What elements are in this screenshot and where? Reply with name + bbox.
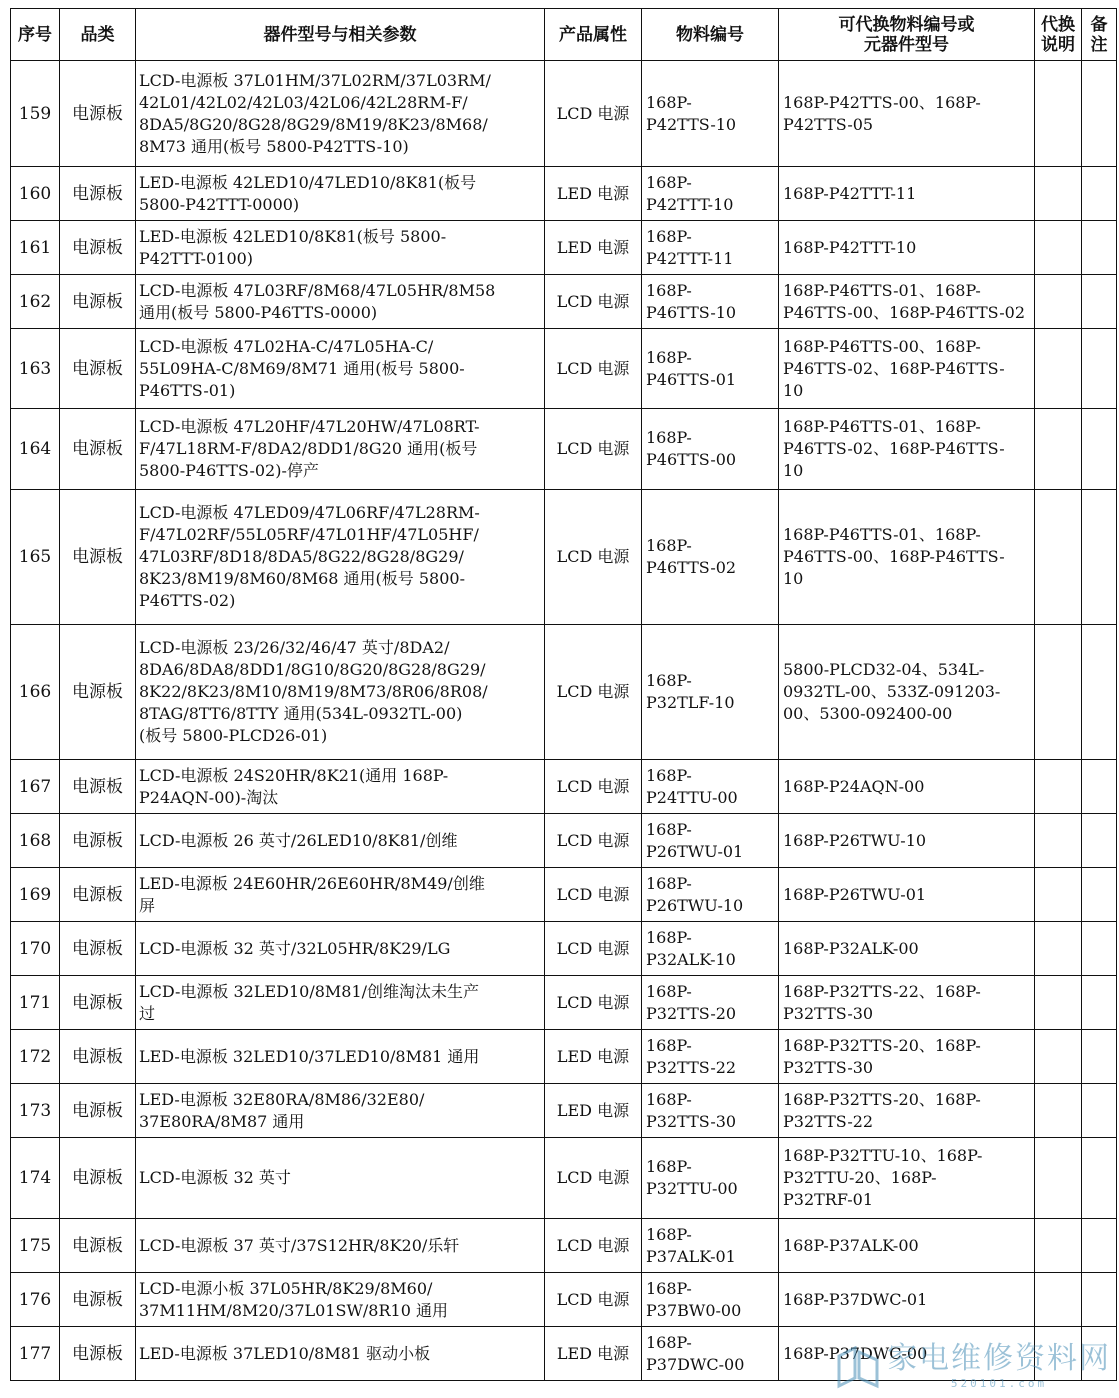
row-attr: LED 电源 <box>545 1327 642 1381</box>
row-attr: LED 电源 <box>545 221 642 275</box>
row-number: 163 <box>11 329 60 409</box>
row-spec: LCD-电源板 47L03RF/8M68/47L05HR/8M58 通用(板号 5800-P46TTS-0000) <box>136 275 545 329</box>
row-remark <box>1082 167 1117 221</box>
table-row <box>11 976 1117 1030</box>
row-material: 168P- P37DWC-00 <box>642 1327 779 1381</box>
watermark-url: 520101.com <box>950 1377 1048 1390</box>
row-alt: 168P-P32TTU-10、168P- P32TTU-20、168P- P32TRF-01 <box>779 1138 1035 1219</box>
row-replace-note <box>1035 814 1082 868</box>
row-number: 168 <box>11 814 60 868</box>
row-spec: LCD-电源板 24S20HR/8K21(通用 168P- P24AQN-00)-淘汰 <box>136 760 545 814</box>
watermark-icon <box>835 1346 881 1390</box>
table-row <box>11 1084 1117 1138</box>
row-replace-note <box>1035 625 1082 760</box>
row-replace-note <box>1035 760 1082 814</box>
row-replace-note <box>1035 1219 1082 1273</box>
row-material: 168P- P32TTS-22 <box>642 1030 779 1084</box>
row-alt: 168P-P24AQN-00 <box>779 760 1035 814</box>
row-alt: 168P-P32TTS-20、168P- P32TTS-22 <box>779 1084 1035 1138</box>
row-attr: LCD 电源 <box>545 1273 642 1327</box>
row-spec: LCD-电源板 32 英寸 <box>136 1138 545 1219</box>
row-spec: LCD-电源板 37L01HM/37L02RM/37L03RM/ 42L01/42L02/42L03/42L06/42L28RM-F/ 8DA5/8G20/8G28/8G29/8M19/8K23/8M68/ 8M73 通用(板号 5800-P42TTS-10) <box>136 61 545 167</box>
row-replace-note <box>1035 329 1082 409</box>
header-category: 品类 <box>60 9 136 61</box>
header-material: 物料编号 <box>642 9 779 61</box>
row-material: 168P- P37ALK-01 <box>642 1219 779 1273</box>
row-remark <box>1082 275 1117 329</box>
table-row <box>11 275 1117 329</box>
header-remark: 备 注 <box>1082 9 1117 61</box>
row-number: 162 <box>11 275 60 329</box>
row-replace-note <box>1035 1030 1082 1084</box>
row-category: 电源板 <box>60 221 136 275</box>
table-row <box>11 1273 1117 1327</box>
row-number: 170 <box>11 922 60 976</box>
row-material: 168P- P42TTT-10 <box>642 167 779 221</box>
row-spec: LED-电源板 37LED10/8M81 驱动小板 <box>136 1327 545 1381</box>
row-attr: LCD 电源 <box>545 1219 642 1273</box>
row-replace-note <box>1035 1138 1082 1219</box>
row-remark <box>1082 409 1117 490</box>
row-attr: LCD 电源 <box>545 868 642 922</box>
row-replace-note <box>1035 275 1082 329</box>
table-row <box>11 167 1117 221</box>
row-alt: 168P-P37ALK-00 <box>779 1219 1035 1273</box>
row-category: 电源板 <box>60 922 136 976</box>
row-material: 168P- P46TTS-02 <box>642 490 779 625</box>
row-category: 电源板 <box>60 625 136 760</box>
row-category: 电源板 <box>60 1219 136 1273</box>
row-attr: LED 电源 <box>545 167 642 221</box>
row-remark <box>1082 1084 1117 1138</box>
row-spec: LED-电源板 32LED10/37LED10/8M81 通用 <box>136 1030 545 1084</box>
row-alt: 168P-P32ALK-00 <box>779 922 1035 976</box>
row-attr: LCD 电源 <box>545 760 642 814</box>
row-spec: LED-电源板 32E80RA/8M86/32E80/ 37E80RA/8M87 通用 <box>136 1084 545 1138</box>
row-material: 168P- P46TTS-10 <box>642 275 779 329</box>
row-attr: LCD 电源 <box>545 275 642 329</box>
row-alt: 168P-P32TTS-22、168P- P32TTS-30 <box>779 976 1035 1030</box>
row-alt: 168P-P32TTS-20、168P- P32TTS-30 <box>779 1030 1035 1084</box>
row-replace-note <box>1035 490 1082 625</box>
row-attr: LCD 电源 <box>545 814 642 868</box>
table-row <box>11 221 1117 275</box>
row-category: 电源板 <box>60 490 136 625</box>
table-row <box>11 760 1117 814</box>
row-remark <box>1082 61 1117 167</box>
header-no: 序号 <box>11 9 60 61</box>
row-number: 172 <box>11 1030 60 1084</box>
row-material: 168P- P32ALK-10 <box>642 922 779 976</box>
row-category: 电源板 <box>60 275 136 329</box>
table-row <box>11 1030 1117 1084</box>
row-alt: 168P-P42TTT-11 <box>779 167 1035 221</box>
row-alt: 5800-PLCD32-04、534L- 0932TL-00、533Z-091203- 00、5300-092400-00 <box>779 625 1035 760</box>
row-replace-note <box>1035 868 1082 922</box>
table-row <box>11 814 1117 868</box>
table-row <box>11 329 1117 409</box>
document-page <box>10 8 1116 1381</box>
row-material: 168P- P37BW0-00 <box>642 1273 779 1327</box>
row-replace-note <box>1035 409 1082 490</box>
watermark-text: 家电维修资料网 <box>887 1341 1111 1376</box>
row-remark <box>1082 221 1117 275</box>
table-row <box>11 1138 1117 1219</box>
row-alt: 168P-P46TTS-01、168P- P46TTS-00、168P-P46TTS- 10 <box>779 490 1035 625</box>
row-spec: LCD-电源板 32 英寸/32L05HR/8K29/LG <box>136 922 545 976</box>
row-category: 电源板 <box>60 1030 136 1084</box>
row-number: 171 <box>11 976 60 1030</box>
row-category: 电源板 <box>60 1327 136 1381</box>
row-alt: 168P-P26TWU-01 <box>779 868 1035 922</box>
row-remark <box>1082 868 1117 922</box>
row-remark <box>1082 625 1117 760</box>
row-replace-note <box>1035 976 1082 1030</box>
row-remark <box>1082 1138 1117 1219</box>
row-category: 电源板 <box>60 760 136 814</box>
row-spec: LED-电源板 24E60HR/26E60HR/8M49/创维 屏 <box>136 868 545 922</box>
row-category: 电源板 <box>60 868 136 922</box>
row-material: 168P- P26TWU-10 <box>642 868 779 922</box>
row-number: 159 <box>11 61 60 167</box>
row-remark <box>1082 1030 1117 1084</box>
row-number: 177 <box>11 1327 60 1381</box>
row-number: 165 <box>11 490 60 625</box>
row-spec: LCD-电源小板 37L05HR/8K29/8M60/ 37M11HM/8M20/37L01SW/8R10 通用 <box>136 1273 545 1327</box>
table-row <box>11 1219 1117 1273</box>
row-spec: LCD-电源板 47L02HA-C/47L05HA-C/ 55L09HA-C/8M69/8M71 通用(板号 5800- P46TTS-01) <box>136 329 545 409</box>
row-category: 电源板 <box>60 1084 136 1138</box>
table-row <box>11 868 1117 922</box>
header-replace-note: 代换 说明 <box>1035 9 1082 61</box>
row-replace-note <box>1035 167 1082 221</box>
row-alt: 168P-P46TTS-01、168P- P46TTS-02、168P-P46TTS- 10 <box>779 409 1035 490</box>
row-material: 168P- P26TWU-01 <box>642 814 779 868</box>
row-replace-note <box>1035 922 1082 976</box>
row-alt: 168P-P42TTT-10 <box>779 221 1035 275</box>
row-alt: 168P-P26TWU-10 <box>779 814 1035 868</box>
row-number: 160 <box>11 167 60 221</box>
table-row <box>11 625 1117 760</box>
row-material: 168P- P42TTS-10 <box>642 61 779 167</box>
row-replace-note <box>1035 1084 1082 1138</box>
table-row <box>11 922 1117 976</box>
row-spec: LCD-电源板 26 英寸/26LED10/8K81/创维 <box>136 814 545 868</box>
row-remark <box>1082 976 1117 1030</box>
row-remark <box>1082 814 1117 868</box>
row-attr: LCD 电源 <box>545 625 642 760</box>
row-material: 168P- P32TTS-20 <box>642 976 779 1030</box>
table-body <box>11 61 1117 1381</box>
row-spec: LCD-电源板 32LED10/8M81/创维淘汰未生产 过 <box>136 976 545 1030</box>
row-replace-note <box>1035 1273 1082 1327</box>
table-row <box>11 61 1117 167</box>
row-remark <box>1082 490 1117 625</box>
row-category: 电源板 <box>60 814 136 868</box>
row-remark <box>1082 1219 1117 1273</box>
row-number: 176 <box>11 1273 60 1327</box>
header-alt: 可代换物料编号或 元器件型号 <box>779 9 1035 61</box>
row-category: 电源板 <box>60 976 136 1030</box>
row-attr: LED 电源 <box>545 1030 642 1084</box>
row-attr: LCD 电源 <box>545 976 642 1030</box>
row-spec: LCD-电源板 47LED09/47L06RF/47L28RM- F/47L02RF/55L05RF/47L01HF/47L05HF/ 47L03RF/8D18/8DA5/8G22/8G28/8G29/ 8K23/8M19/8M60/8M68 通用(板号 5800- P46TTS-02) <box>136 490 545 625</box>
header-attr: 产品属性 <box>545 9 642 61</box>
row-material: 168P- P32TLF-10 <box>642 625 779 760</box>
row-number: 166 <box>11 625 60 760</box>
row-material: 168P- P32TTS-30 <box>642 1084 779 1138</box>
row-number: 164 <box>11 409 60 490</box>
row-number: 167 <box>11 760 60 814</box>
row-alt: 168P-P46TTS-01、168P- P46TTS-00、168P-P46TTS-02 <box>779 275 1035 329</box>
row-material: 168P- P46TTS-01 <box>642 329 779 409</box>
table-row <box>11 409 1117 490</box>
row-category: 电源板 <box>60 409 136 490</box>
header-spec: 器件型号与相关参数 <box>136 9 545 61</box>
table-row <box>11 490 1117 625</box>
row-number: 169 <box>11 868 60 922</box>
row-attr: LCD 电源 <box>545 922 642 976</box>
row-attr: LCD 电源 <box>545 329 642 409</box>
row-remark <box>1082 329 1117 409</box>
row-number: 173 <box>11 1084 60 1138</box>
row-number: 175 <box>11 1219 60 1273</box>
row-remark <box>1082 760 1117 814</box>
row-number: 161 <box>11 221 60 275</box>
replacement-table <box>10 8 1117 1381</box>
row-material: 168P- P32TTU-00 <box>642 1138 779 1219</box>
row-spec: LCD-电源板 47L20HF/47L20HW/47L08RT- F/47L18RM-F/8DA2/8DD1/8G20 通用(板号 5800-P46TTS-02)-停产 <box>136 409 545 490</box>
row-category: 电源板 <box>60 1138 136 1219</box>
row-spec: LED-电源板 42LED10/47LED10/8K81(板号 5800-P42TTT-0000) <box>136 167 545 221</box>
header-row <box>11 9 1117 61</box>
row-category: 电源板 <box>60 61 136 167</box>
row-material: 168P- P46TTS-00 <box>642 409 779 490</box>
watermark-logo <box>835 1333 1111 1390</box>
row-alt: 168P-P46TTS-00、168P- P46TTS-02、168P-P46TTS- 10 <box>779 329 1035 409</box>
row-attr: LCD 电源 <box>545 61 642 167</box>
row-alt: 168P-P37DWC-00 <box>779 1327 1035 1381</box>
row-attr: LED 电源 <box>545 1084 642 1138</box>
row-spec: LCD-电源板 23/26/32/46/47 英寸/8DA2/ 8DA6/8DA8/8DD1/8G10/8G20/8G28/8G29/ 8K22/8K23/8M10/8M19/8M73/8R06/8R08/ 8TAG/8TT6/8TTY 通用(534L-0932TL-00) (板号 5800-PLCD26-01) <box>136 625 545 760</box>
row-category: 电源板 <box>60 167 136 221</box>
row-attr: LCD 电源 <box>545 1138 642 1219</box>
row-category: 电源板 <box>60 329 136 409</box>
row-replace-note <box>1035 221 1082 275</box>
row-remark <box>1082 922 1117 976</box>
row-spec: LED-电源板 42LED10/8K81(板号 5800- P42TTT-0100) <box>136 221 545 275</box>
row-material: 168P- P24TTU-00 <box>642 760 779 814</box>
row-number: 174 <box>11 1138 60 1219</box>
row-spec: LCD-电源板 37 英寸/37S12HR/8K20/乐轩 <box>136 1219 545 1273</box>
row-material: 168P- P42TTT-11 <box>642 221 779 275</box>
row-category: 电源板 <box>60 1273 136 1327</box>
row-alt: 168P-P42TTS-00、168P- P42TTS-05 <box>779 61 1035 167</box>
row-attr: LCD 电源 <box>545 409 642 490</box>
row-attr: LCD 电源 <box>545 490 642 625</box>
row-remark <box>1082 1273 1117 1327</box>
row-replace-note <box>1035 61 1082 167</box>
row-alt: 168P-P37DWC-01 <box>779 1273 1035 1327</box>
